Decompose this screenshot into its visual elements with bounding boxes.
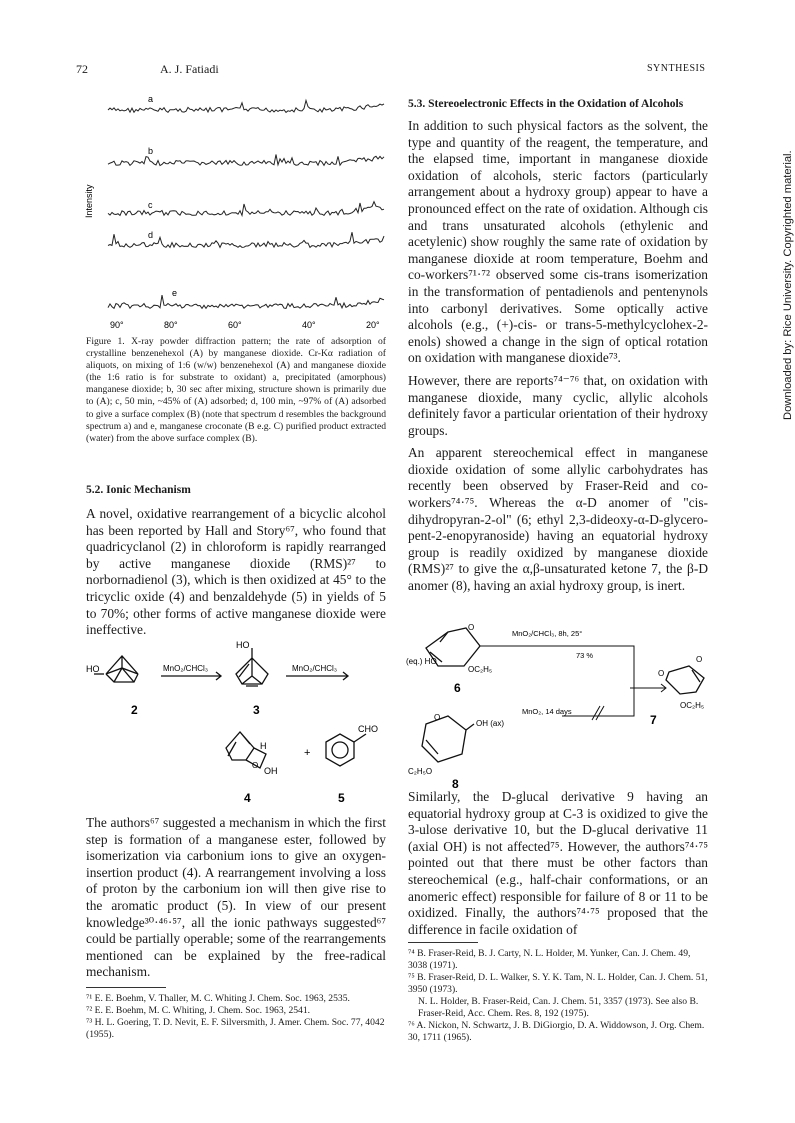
x-tick-label: 20° bbox=[366, 320, 380, 330]
compound-7-label: 7 bbox=[650, 713, 657, 727]
section-5-3-title: 5.3. Stereoelectronic Effects in the Oxidation of Alcohols bbox=[408, 98, 684, 110]
x-tick-label: 80° bbox=[164, 320, 178, 330]
scheme1-h: H bbox=[260, 741, 267, 751]
scheme1-ho-2: HO bbox=[86, 664, 100, 674]
footnote-rule-left bbox=[86, 987, 166, 988]
scheme-quadricyclanol bbox=[86, 636, 396, 806]
scheme2-o-6: O bbox=[468, 623, 475, 632]
footnotes-right bbox=[408, 948, 708, 1044]
scheme2-yield: 73 % bbox=[576, 651, 594, 660]
trace-label: d bbox=[148, 230, 154, 240]
footnote-76: ⁷⁶ A. Nickon, N. Schwartz, J. B. DiGiorgio, D. A. Widdowson, J. Org. Chem. 30, 1711 (1965). bbox=[408, 1020, 705, 1043]
scheme-carbohydrate-oxidation bbox=[404, 620, 714, 790]
mechanism-paragraph: The authors⁶⁷ suggested a mechanism in which the first step is formation of a manganese ester, followed by isomerization via carbonium ions to give an oxygen-insertion product (4). A rearrangement involving a loss of proton by the carbonium ion will then give rise to the aromatic product (5). In view of our present knowledge³⁰·⁴⁶·⁵⁷, all the ionic pathways suggested⁶⁷ could be partially operable; some of the rearrangements mentioned can be explained by the free-radical mechanism. bbox=[86, 815, 386, 980]
footnotes-left bbox=[86, 993, 386, 1041]
scheme2-cond-bottom: MnO₂, 14 days bbox=[522, 707, 572, 716]
x-tick-label: 60° bbox=[228, 320, 242, 330]
footnote-73: ⁷³ H. L. Goering, T. D. Nevit, E. F. Silversmith, J. Amer. Chem. Soc. 77, 4042 (1955). bbox=[86, 1017, 385, 1040]
footnote-rule-right bbox=[408, 942, 478, 943]
scheme2-o-8: O bbox=[434, 713, 441, 722]
footnote-72: ⁷² E. E. Boehm, M. C. Whiting, J. Chem. Soc. 1963, 2541. bbox=[86, 1005, 311, 1016]
footnote-74: ⁷⁴ B. Fraser-Reid, B. J. Carty, N. L. Holder, M. Yunker, Can. J. Chem. 49, 3038 (1971). bbox=[408, 948, 691, 971]
scheme1-reagent-1: MnO₂/CHCl₃ bbox=[163, 664, 209, 673]
trace-label: c bbox=[148, 200, 153, 210]
journal-name: SYNTHESIS bbox=[647, 63, 706, 74]
paragraph-stereo-3: An apparent stereochemical effect in manganese dioxide oxidation of some allylic carbohydrates has recently been observed by Fraser-Reid and co-workers⁷⁴·⁷⁵. Whereas the α-D anomer of "cis-dihydropyran-2-ol" (6; ethyl 2,3-dideoxy-α-D-glycero-pent-2-enopyranoside) having an equatorial hydroxy group is readily oxidized by manganese dioxide (RMS)²⁷ to give the α,β-unsaturated ketone 7, the β-D anomer (8), having an axial hydroxy group, is inert. bbox=[408, 445, 708, 594]
section-5-2-title: 5.2. Ionic Mechanism bbox=[86, 484, 191, 496]
compound-6-label: 6 bbox=[454, 681, 461, 695]
scheme2-o-7: O bbox=[658, 669, 665, 678]
paragraph-stereo-2: However, there are reports⁷⁴⁻⁷⁶ that, on oxidation with manganese dioxide, many cyclic, allylic alcohols definitely favor a particular orientation of their hydroxy groups. bbox=[408, 372, 708, 438]
figure1-caption: Figure 1. X-ray powder diffraction pattern; the rate of adsorption of crystalline benzenehexol (A) by manganese dioxide. Cr-Kα radiation of aliquots, on mixing of 1:6 (w/w) benzenehexol (A) and manganese dioxide (the 1:6 ratio is for substrate to oxidant) a, precipitated (amorphous) manganese dioxide; b, 30 sec after mixing, structure shown is primarily due to (A); c, 50 min, ~45% of (A) adsorbed; d, 100 min, ~97% of (A) adsorbed to give a surface complex (B) (note that spectrum d resembles the background spectrum a) and e, manganese croconate (B e.g. C) purified product extracted (water) from the above surface complex (B). bbox=[86, 336, 386, 444]
xrd-trace bbox=[108, 155, 384, 166]
scheme2-cond-top: MnO₂/CHCl₃, 8h, 25° bbox=[512, 629, 583, 638]
download-note: Downloaded by: Rice University. Copyrighted material. bbox=[782, 150, 794, 420]
figure1-xrd-plot bbox=[78, 88, 390, 332]
scheme1-plus: + bbox=[304, 747, 311, 759]
trace-label: b bbox=[148, 146, 154, 156]
running-author: A. J. Fatiadi bbox=[160, 62, 219, 76]
scheme2-o-7b: O bbox=[696, 655, 703, 664]
scheme2-oc2h5-7: OC₂H₅ bbox=[680, 701, 705, 710]
compound-4-label: 4 bbox=[244, 791, 251, 805]
footnote-75: ⁷⁵ B. Fraser-Reid, D. L. Walker, S. Y. K. Tam, N. L. Holder, Can. J. Chem. 51, 3950 (1973). bbox=[408, 972, 708, 995]
scheme2-c2h5o: C₂H₅O bbox=[408, 767, 433, 776]
page-number: 72 bbox=[76, 62, 88, 76]
scheme2-oc2h5-6: OC₂H₅ bbox=[468, 665, 493, 674]
compound-3-label: 3 bbox=[253, 703, 260, 717]
scheme1-cho: CHO bbox=[358, 724, 378, 734]
trace-label: a bbox=[148, 94, 154, 104]
scheme1-ho-3: HO bbox=[236, 640, 250, 650]
compound-8-label: 8 bbox=[452, 777, 459, 790]
footnote-71: ⁷¹ E. E. Boehm, V. Thaller, M. C. Whiting J. Chem. Soc. 1963, 2535. bbox=[86, 993, 350, 1004]
section-5-3-text bbox=[408, 118, 708, 595]
y-axis-label: Intensity bbox=[84, 184, 94, 218]
scheme2-eq-ho: (eq.) HO bbox=[406, 657, 437, 666]
trace-label: e bbox=[172, 288, 178, 298]
scheme1-oh: OH bbox=[264, 766, 278, 776]
scheme2-oh-ax: OH (ax) bbox=[476, 719, 504, 728]
scheme1-o: O bbox=[252, 761, 259, 770]
x-tick-label: 90° bbox=[110, 320, 124, 330]
x-tick-label: 40° bbox=[302, 320, 316, 330]
glucal-paragraph: Similarly, the D-glucal derivative 9 having an equatorial hydroxy group at C-3 is oxidized to give the 3-ulose derivative 10, but the D-glucal derivative 11 (axial OH) is not affected⁷⁵. However, the authors⁷⁴·⁷⁵ pointed out that there must be other factors than stereochemical (e.g., half-chair conformations, or an anomeric effect) responsible for failure of 8 or 11 to be oxidized. Finally, the authors⁷⁴·⁷⁵ proposed that the difference in facile oxidation of bbox=[408, 789, 708, 937]
compound-2-label: 2 bbox=[131, 703, 138, 717]
scheme1-reagent-2: MnO₂/CHCl₃ bbox=[292, 664, 338, 673]
compound-5-label: 5 bbox=[338, 791, 345, 805]
section-5-2-paragraph: A novel, oxidative rearrangement of a bicyclic alcohol has been reported by Hall and Story⁶⁷, who found that quadricyclanol (2) in chloroform is rapidly rearranged by active manganese dioxide (RMS)²⁷ to norbornadienol (3), which is then oxidized at 45° to the tricyclic oxide (4) and benzaldehyde (5) in yields of 5 to 70%; other forms of active manganese dioxide were ineffective. bbox=[86, 506, 386, 638]
xrd-trace bbox=[108, 295, 384, 308]
paragraph-stereo-1: In addition to such physical factors as the solvent, the type and quantity of the reagent, the temperature, and the elapsed time, important in manganese dioxide oxidation of alcohols, steric factors (particularly arrangement about a hydroxy group) appear to have a pronounced effect on the rate of oxidation. Although cis and trans unsaturated alcohols (ethylenic and acetylenic) show roughly the same rate of oxidation by manganese dioxide at room temperature, Boehm and co-workers⁷¹·⁷² observed some cis-trans isomerization in the transformation of pentadienols and pentenynols into carbonyl derivatives. Some optically active alcohols (e.g., (+)-cis- or trans-5-methylcyclohex-2-enols) showed a change in the sign of optical rotation on oxidation with manganese dioxide⁷³. bbox=[408, 118, 708, 366]
footnote-75-cont: N. L. Holder, B. Fraser-Reid, Can. J. Chem. 51, 3357 (1973). See also B. Fraser-Reid, Acc. Chem. Res. 8, 192 (1975). bbox=[418, 996, 699, 1019]
